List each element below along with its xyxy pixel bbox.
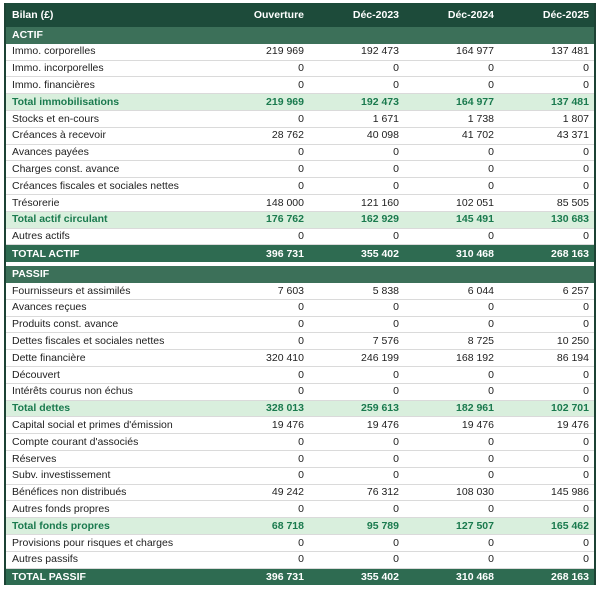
row-value: 86 194	[556, 351, 589, 364]
row-label: Total immobilisations	[12, 96, 120, 108]
row-label: Subv. investissement	[12, 470, 111, 481]
row-value: 0	[298, 536, 304, 549]
row-value: 0	[393, 62, 399, 75]
row-value: 396 731	[266, 247, 304, 260]
row-value: 137 481	[551, 45, 589, 58]
row-value: 0	[583, 79, 589, 92]
row-value: 0	[488, 79, 494, 92]
row-value: 0	[393, 368, 399, 381]
row-value: 0	[298, 553, 304, 566]
row-value: 268 163	[551, 247, 589, 260]
row-value: 7 603	[277, 284, 304, 297]
section-header-actif	[6, 27, 594, 44]
row-value: 0	[298, 385, 304, 398]
table-row	[6, 128, 594, 145]
row-value: 0	[393, 230, 399, 243]
row-value: 1 807	[562, 112, 589, 125]
row-value: 310 468	[456, 570, 494, 583]
row-value: 137 481	[551, 95, 589, 108]
row-value: 121 160	[361, 196, 399, 209]
row-value: 0	[583, 469, 589, 482]
row-value: 0	[393, 163, 399, 176]
row-value: 1 738	[467, 112, 494, 125]
row-value: 0	[298, 179, 304, 192]
column-header-dec-2023: Déc-2023	[352, 9, 399, 21]
table-row	[6, 283, 594, 300]
row-value: 0	[488, 368, 494, 381]
row-label: Total dettes	[12, 403, 71, 414]
row-label: Immo. incorporelles	[12, 63, 104, 74]
table-row	[6, 94, 594, 111]
table-row	[6, 451, 594, 468]
table-row	[6, 434, 594, 451]
row-value: 0	[583, 553, 589, 566]
table-row	[6, 518, 594, 535]
row-value: 41 702	[461, 129, 494, 142]
row-value: 0	[393, 179, 399, 192]
row-label: Compte courant d'associés	[12, 436, 139, 448]
row-label: Immo. corporelles	[12, 46, 96, 57]
row-label: Capital social et primes d'émission	[12, 419, 173, 431]
row-label: Immo. financières	[12, 80, 95, 91]
table-row	[6, 485, 594, 502]
row-value: 0	[393, 146, 399, 159]
row-value: 219 969	[266, 45, 304, 58]
row-value: 0	[393, 318, 399, 331]
row-value: 259 613	[361, 402, 399, 415]
row-value: 0	[583, 179, 589, 192]
row-value: 19 476	[461, 418, 494, 431]
row-value: 355 402	[361, 570, 399, 583]
row-value: 10 250	[556, 334, 589, 347]
table-row	[6, 44, 594, 61]
table-row	[6, 61, 594, 78]
table-row	[6, 212, 594, 229]
row-value: 355 402	[361, 247, 399, 260]
table-title: Bilan (£)	[12, 9, 54, 21]
section-header-passif	[6, 266, 594, 283]
row-value: 0	[393, 301, 399, 314]
row-value: 102 051	[456, 196, 494, 209]
row-value: 0	[488, 385, 494, 398]
row-label: Avances reçues	[12, 302, 87, 313]
row-value: 7 576	[372, 334, 399, 347]
row-value: 0	[583, 368, 589, 381]
row-label: Bénéfices non distribués	[12, 487, 127, 498]
row-value: 0	[583, 435, 589, 448]
row-value: 268 163	[551, 570, 589, 583]
table-row	[6, 229, 594, 246]
row-value: 19 476	[366, 418, 399, 431]
table-body	[6, 27, 594, 585]
row-value: 6 257	[562, 284, 589, 297]
row-value: 0	[393, 469, 399, 482]
row-value: 0	[488, 163, 494, 176]
row-value: 85 505	[556, 196, 589, 209]
row-value: 145 986	[551, 486, 589, 499]
row-value: 328 013	[266, 402, 304, 415]
row-value: 396 731	[266, 570, 304, 583]
row-value: 0	[583, 502, 589, 515]
table-row	[6, 77, 594, 94]
row-value: 0	[393, 385, 399, 398]
row-value: 219 969	[266, 95, 304, 108]
row-value: 0	[298, 112, 304, 125]
row-value: 0	[298, 502, 304, 515]
row-value: 148 000	[266, 196, 304, 209]
row-label: Découvert	[12, 369, 60, 381]
row-label: Stocks et en-cours	[12, 113, 99, 125]
row-label: Autres fonds propres	[12, 503, 110, 515]
table-row	[6, 145, 594, 162]
row-value: 165 462	[551, 519, 589, 532]
table-row	[6, 501, 594, 518]
row-value: 0	[298, 452, 304, 465]
row-value: 320 410	[266, 351, 304, 364]
table-row	[6, 535, 594, 552]
row-value: 0	[298, 301, 304, 314]
table-row	[6, 417, 594, 434]
row-value: 68 718	[271, 519, 304, 532]
section-actif	[6, 27, 594, 262]
row-label: Fournisseurs et assimilés	[12, 285, 131, 297]
row-value: 19 476	[556, 418, 589, 431]
row-value: 0	[488, 318, 494, 331]
row-value: 0	[488, 469, 494, 482]
table-row	[6, 178, 594, 195]
row-value: 6 044	[467, 284, 494, 297]
row-value: 0	[583, 62, 589, 75]
row-value: 192 473	[361, 45, 399, 58]
table-row	[6, 384, 594, 401]
row-value: 0	[298, 163, 304, 176]
table-row	[6, 468, 594, 485]
row-value: 0	[488, 62, 494, 75]
row-label: Provisions pour risques et charges	[12, 537, 174, 549]
section-passif	[6, 266, 594, 585]
row-label: Avances payées	[12, 147, 89, 158]
row-value: 0	[488, 536, 494, 549]
column-header-ouverture: Ouverture	[253, 9, 304, 21]
section-title: PASSIF	[12, 269, 50, 280]
balance-sheet-table	[4, 3, 596, 585]
row-label: Charges const. avance	[12, 164, 120, 175]
row-label: Total actif circulant	[12, 214, 108, 225]
row-value: 0	[583, 301, 589, 314]
row-value: 0	[393, 79, 399, 92]
row-value: 127 507	[456, 519, 494, 532]
table-row	[6, 367, 594, 384]
row-value: 0	[488, 502, 494, 515]
row-value: 164 977	[456, 45, 494, 58]
row-value: 0	[488, 179, 494, 192]
row-value: 28 762	[271, 129, 304, 142]
row-value: 0	[298, 368, 304, 381]
row-label: Trésorerie	[12, 197, 60, 209]
row-value: 0	[583, 163, 589, 176]
row-label: TOTAL PASSIF	[12, 571, 86, 583]
row-value: 43 371	[556, 129, 589, 142]
row-value: 0	[298, 435, 304, 448]
table-row	[6, 195, 594, 212]
row-value: 162 929	[361, 213, 399, 226]
row-label: Réserves	[12, 453, 57, 465]
row-value: 0	[393, 553, 399, 566]
row-value: 145 491	[456, 213, 494, 226]
row-value: 0	[583, 452, 589, 465]
table-row	[6, 111, 594, 128]
table-row	[6, 317, 594, 334]
row-value: 0	[298, 334, 304, 347]
row-value: 0	[298, 62, 304, 75]
row-label: TOTAL ACTIF	[12, 248, 80, 259]
table-row	[6, 300, 594, 317]
row-value: 0	[298, 469, 304, 482]
row-value: 182 961	[456, 402, 494, 415]
table-row	[6, 245, 594, 262]
row-value: 0	[488, 230, 494, 243]
row-value: 130 683	[551, 213, 589, 226]
table-row	[6, 333, 594, 350]
table-row	[6, 401, 594, 418]
row-label: Intérêts courus non échus	[12, 386, 133, 397]
table-row	[6, 350, 594, 367]
row-value: 8 725	[467, 334, 494, 347]
row-value: 0	[298, 318, 304, 331]
row-label: Dettes fiscales et sociales nettes	[12, 335, 165, 347]
table-row	[6, 161, 594, 178]
row-value: 95 789	[366, 519, 399, 532]
row-value: 76 312	[366, 486, 399, 499]
row-value: 0	[488, 452, 494, 465]
row-value: 310 468	[456, 247, 494, 260]
row-label: Créances fiscales et sociales nettes	[12, 180, 179, 192]
row-value: 102 701	[551, 402, 589, 415]
row-value: 192 473	[361, 95, 399, 108]
table-header-row	[6, 3, 594, 27]
row-value: 0	[298, 146, 304, 159]
row-value: 0	[488, 301, 494, 314]
row-value: 0	[488, 553, 494, 566]
row-value: 0	[583, 385, 589, 398]
table-row	[6, 569, 594, 586]
row-value: 19 476	[271, 418, 304, 431]
row-label: Créances à recevoir	[12, 130, 106, 141]
row-value: 0	[393, 536, 399, 549]
row-value: 0	[298, 79, 304, 92]
row-value: 0	[583, 146, 589, 159]
row-value: 246 199	[361, 351, 399, 364]
row-value: 49 242	[271, 486, 304, 499]
row-value: 0	[393, 502, 399, 515]
row-value: 5 838	[372, 284, 399, 297]
row-value: 108 030	[456, 486, 494, 499]
row-value: 0	[488, 435, 494, 448]
row-value: 0	[488, 146, 494, 159]
row-label: Dette financière	[12, 352, 86, 364]
row-value: 0	[583, 318, 589, 331]
row-value: 168 192	[456, 351, 494, 364]
table-row	[6, 552, 594, 569]
row-value: 0	[583, 536, 589, 549]
row-label: Autres passifs	[12, 554, 78, 565]
column-header-dec-2025: Déc-2025	[542, 9, 589, 21]
row-value: 176 762	[266, 213, 304, 226]
row-value: 0	[298, 230, 304, 243]
row-label: Total fonds propres	[12, 520, 110, 532]
row-label: Autres actifs	[12, 231, 70, 242]
row-value: 0	[393, 452, 399, 465]
row-value: 40 098	[366, 129, 399, 142]
row-value: 0	[583, 230, 589, 243]
row-label: Produits const. avance	[12, 319, 119, 330]
row-value: 1 671	[372, 112, 399, 125]
column-header-dec-2024: Déc-2024	[447, 9, 494, 21]
row-value: 0	[393, 435, 399, 448]
row-value: 164 977	[456, 95, 494, 108]
section-title: ACTIF	[12, 30, 43, 41]
